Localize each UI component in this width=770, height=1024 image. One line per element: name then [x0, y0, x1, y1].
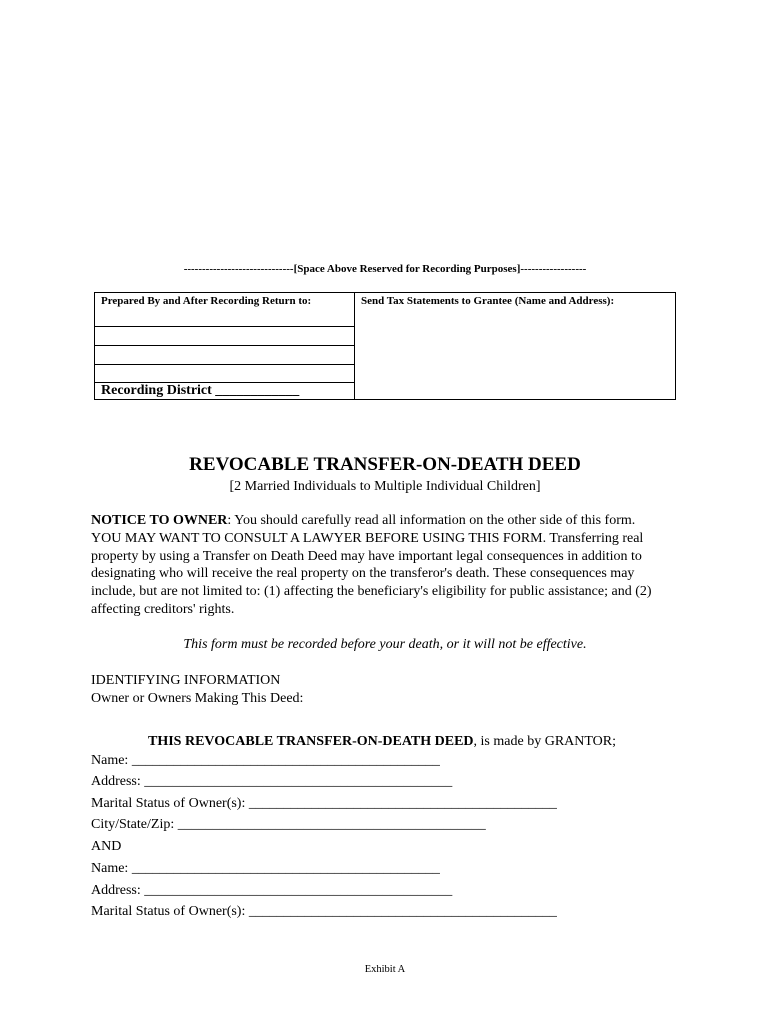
recording-warning: This form must be recorded before your death, or it will not be effective.: [183, 637, 587, 652]
grantor1-address-field: Address: ____________________________________________: [91, 774, 453, 789]
grantor2-marital-field: Marital Status of Owner(s): ____________________________________________: [91, 904, 557, 919]
deed-subtitle: [2 Married Individuals to Multiple Individual Children]: [229, 479, 541, 494]
notice-paragraph: [91, 512, 661, 619]
blank-line: [95, 364, 354, 365]
grantor2-address-field: Address: ____________________________________________: [91, 883, 453, 898]
and-separator: AND: [91, 839, 122, 854]
identifying-subheading: Owner or Owners Making This Deed:: [91, 691, 304, 706]
page-footer: Exhibit A: [364, 964, 406, 975]
tax-statements-label: Send Tax Statements to Grantee (Name and Address):: [361, 295, 615, 307]
notice-label: NOTICE TO OWNER: [91, 513, 228, 528]
prepared-by-label: Prepared By and After Recording Return to:: [101, 295, 312, 307]
recording-district-label: Recording District ____________: [101, 383, 300, 398]
grantor-lead-rest: , is made by GRANTOR;: [473, 734, 617, 749]
identifying-heading: IDENTIFYING INFORMATION: [91, 673, 281, 688]
grantor1-city-field: City/State/Zip: ____________________________________________: [91, 817, 486, 832]
grantor-lead-bold: THIS REVOCABLE TRANSFER-ON-DEATH DEED: [148, 734, 474, 749]
blank-line: [95, 326, 354, 327]
blank-line: [95, 345, 354, 346]
deed-title: REVOCABLE TRANSFER-ON-DEATH DEED: [189, 454, 581, 475]
grantor-lead: [148, 734, 616, 750]
reserved-space-line: ------------------------------[Space Above Reserved for Recording Purposes]------------------: [183, 263, 587, 275]
grantor1-marital-field: Marital Status of Owner(s): ____________________________________________: [91, 796, 557, 811]
notice-text: : You should carefully read all information on the other side of this form. YOU MAY WANT TO CONSULT A LAWYER BEFORE USING THIS FORM. Transferring real property by using a Transfer on Death Deed may have important legal consequences in addition to designating who will receive the real property on the transferor's death. These consequences may include, but are not limited to: (1) affecting the beneficiary's eligibility for public assistance; and (2) affecting creditors' rights.: [91, 513, 652, 617]
recording-info-table: [94, 292, 676, 400]
prepared-by-cell: [95, 293, 355, 399]
grantor2-name-field: Name: ____________________________________________: [91, 861, 440, 876]
grantor1-name-field: Name: ____________________________________________: [91, 753, 440, 768]
